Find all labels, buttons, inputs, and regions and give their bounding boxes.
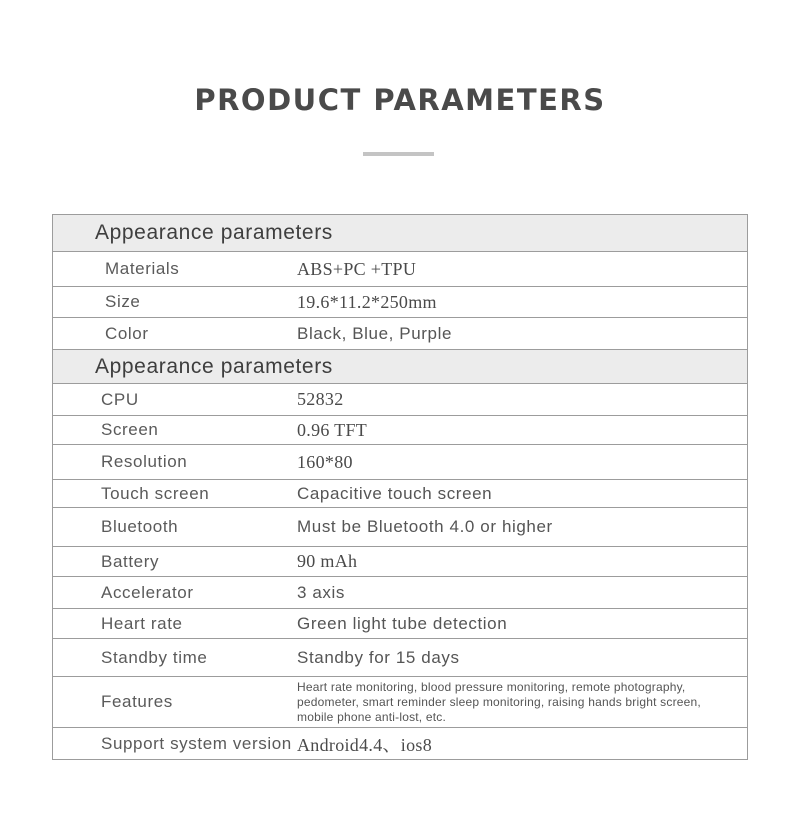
table-row	[53, 507, 747, 546]
row-label: Bluetooth	[101, 517, 179, 536]
table-row	[53, 546, 747, 576]
row-label: Resolution	[101, 452, 188, 471]
section-header-appearance	[53, 349, 747, 383]
row-value: Android4.4、ios8	[297, 734, 432, 755]
row-label: Size	[105, 292, 141, 311]
table-row	[53, 479, 747, 507]
row-label: Battery	[101, 551, 160, 571]
row-value: ABS+PC +TPU	[297, 258, 417, 279]
title-divider	[363, 152, 434, 156]
row-label: Touch screen	[101, 483, 210, 503]
table-row	[53, 383, 747, 415]
section-title: Appearance parameters	[95, 221, 333, 244]
table-row	[53, 608, 747, 638]
row-label: Color	[105, 323, 149, 343]
row-value: 52832	[297, 389, 344, 409]
row-value: Black, Blue, Purple	[297, 323, 453, 343]
row-value: Standby for 15 days	[297, 647, 460, 667]
table-row	[53, 727, 747, 759]
row-value: Capacitive touch screen	[297, 483, 493, 503]
table-row	[53, 444, 747, 479]
row-value: 90 mAh	[297, 551, 358, 571]
page-title: PRODUCT PARAMETERS	[194, 83, 606, 117]
row-value: 0.96 TFT	[297, 419, 368, 440]
table-row	[53, 317, 747, 349]
table-row	[53, 676, 747, 727]
row-label: Support system version	[101, 733, 292, 753]
row-label: CPU	[101, 389, 139, 409]
row-value: 19.6*11.2*250mm	[297, 291, 437, 312]
table-row	[53, 638, 747, 676]
row-label: Features	[101, 692, 173, 711]
row-value: Green light tube detection	[297, 613, 508, 633]
table-row	[53, 286, 747, 317]
table-row	[53, 576, 747, 608]
row-label: Heart rate	[101, 613, 183, 633]
table-row	[53, 251, 747, 286]
row-label: Screen	[101, 420, 159, 439]
section-header-appearance	[53, 215, 747, 251]
row-value: Must be Bluetooth 4.0 or higher	[297, 517, 553, 536]
row-value: 160*80	[297, 451, 353, 472]
row-label: Standby time	[101, 647, 208, 667]
section-title: Appearance parameters	[95, 354, 333, 378]
row-label: Accelerator	[101, 582, 194, 602]
row-label: Materials	[105, 259, 180, 278]
row-value: 3 axis	[297, 582, 346, 602]
row-value: Heart rate monitoring, blood pressure monitoring, remote photography, pedometer, smart reminder sleep monitoring, raising hands bright screen, mobile phone anti-lost, etc.	[297, 679, 701, 724]
parameters-table	[52, 214, 748, 760]
table-row	[53, 415, 747, 444]
